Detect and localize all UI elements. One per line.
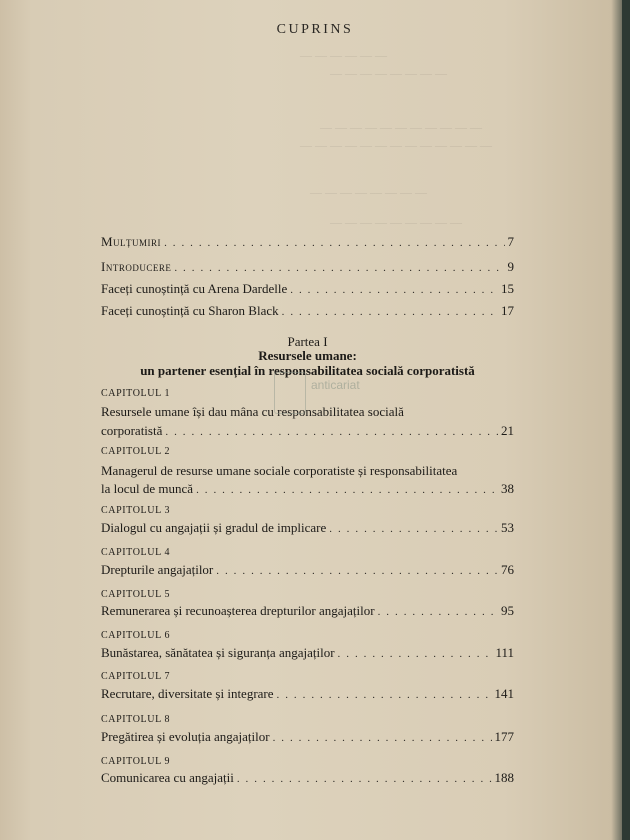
chapter-label: CAPITOLUL 7 xyxy=(101,671,171,682)
book-cover-edge xyxy=(622,0,630,840)
show-through-mark: — — — — — — — — xyxy=(310,185,427,199)
watermark-logo xyxy=(274,372,306,414)
show-through-mark: — — — — — — — — — xyxy=(330,215,462,229)
toc-entry-chapter-8[interactable] xyxy=(101,729,514,746)
toc-entry-multumiri[interactable] xyxy=(101,234,514,251)
toc-entry-title: la locul de muncă xyxy=(101,481,194,496)
dot-leader xyxy=(338,646,493,662)
dot-leader xyxy=(378,604,498,620)
toc-entry-page: 38 xyxy=(501,481,514,496)
show-through-mark: — — — — — — — — — — — — — xyxy=(300,138,492,152)
chapter-label: CAPITOLUL 6 xyxy=(101,630,171,641)
toc-entry-chapter-1[interactable] xyxy=(101,423,514,440)
toc-entry-title: Remunerarea și recunoașterea drepturilor angajaților xyxy=(101,603,375,618)
toc-entry-page: 15 xyxy=(501,281,514,296)
toc-entry-chapter-5[interactable] xyxy=(101,603,514,620)
part-title-line-2: un partener esențial în responsabilitatea socială corporatistă xyxy=(140,363,475,378)
toc-entry-title: Recrutare, diversitate și integrare xyxy=(101,686,274,701)
toc-entry-page: 141 xyxy=(494,686,514,701)
chapter-label: CAPITOLUL 3 xyxy=(101,505,171,516)
watermark-text: anticariat xyxy=(311,378,360,392)
chapter-label: CAPITOLUL 2 xyxy=(101,446,171,457)
toc-entry-chapter-7[interactable] xyxy=(101,686,514,703)
toc-entry-title: Faceți cunoștință cu Sharon Black xyxy=(101,303,279,318)
toc-entry-page: 76 xyxy=(501,562,514,577)
page-title: CUPRINS xyxy=(276,22,354,37)
dot-leader xyxy=(164,235,504,251)
part-label: Partea I xyxy=(287,334,328,349)
show-through-mark: — — — — — — — — — — — xyxy=(320,120,482,134)
dot-leader xyxy=(165,424,498,440)
dot-leader xyxy=(282,304,498,320)
toc-entry-title: Bunăstarea, sănătatea și siguranța angajaților xyxy=(101,645,335,660)
toc-entry-page: 7 xyxy=(507,234,514,249)
toc-entry-page: 177 xyxy=(494,729,514,744)
toc-entry-page: 111 xyxy=(495,645,514,660)
dot-leader xyxy=(196,482,498,498)
toc-entry-title: Pregătirea și evoluția angajaților xyxy=(101,729,270,744)
chapter-label: CAPITOLUL 9 xyxy=(101,756,171,767)
show-through-mark: — — — — — — xyxy=(300,48,387,62)
dot-leader xyxy=(290,282,498,298)
dot-leader xyxy=(174,260,504,276)
toc-entry-page: 188 xyxy=(494,770,514,785)
toc-entry-page: 17 xyxy=(501,303,514,318)
toc-entry-title: Drepturile angajaților xyxy=(101,562,214,577)
toc-entry-title: Dialogul cu angajații și gradul de implicare xyxy=(101,520,327,535)
toc-entry-chapter-6[interactable] xyxy=(101,645,514,662)
chapter-title-line: Managerul de resurse umane sociale corporatiste și responsabilitatea xyxy=(101,463,458,478)
toc-entry-chapter-2[interactable] xyxy=(101,481,514,498)
toc-entry-page: 53 xyxy=(501,520,514,535)
toc-entry-title: Faceți cunoștință cu Arena Dardelle xyxy=(101,281,288,296)
dot-leader xyxy=(329,521,498,537)
toc-entry-introducere[interactable] xyxy=(101,259,514,276)
toc-entry-chapter-9[interactable] xyxy=(101,770,514,787)
toc-entry-page: 9 xyxy=(507,259,514,274)
chapter-label: CAPITOLUL 4 xyxy=(101,547,171,558)
dot-leader xyxy=(237,771,492,787)
toc-entry-title: Introducere xyxy=(101,259,172,274)
toc-entry-sharon-black[interactable] xyxy=(101,303,514,320)
toc-entry-title: Comunicarea cu angajații xyxy=(101,770,234,785)
toc-entry-chapter-4[interactable] xyxy=(101,562,514,579)
toc-entry-title: corporatistă xyxy=(101,423,163,438)
dot-leader xyxy=(216,563,498,579)
toc-entry-page: 21 xyxy=(501,423,514,438)
part-title-line-1: Resursele umane: xyxy=(258,348,357,363)
show-through-mark: — — — — — — — — xyxy=(330,66,447,80)
toc-entry-page: 95 xyxy=(501,603,514,618)
toc-entry-arena-dardelle[interactable] xyxy=(101,281,514,298)
chapter-label: CAPITOLUL 5 xyxy=(101,589,171,600)
toc-entry-chapter-3[interactable] xyxy=(101,520,514,537)
dot-leader xyxy=(273,730,492,746)
dot-leader xyxy=(277,687,492,703)
chapter-label: CAPITOLUL 8 xyxy=(101,714,171,725)
chapter-title-line: Resursele umane își dau mâna cu responsabilitatea socială xyxy=(101,404,404,419)
chapter-label: CAPITOLUL 1 xyxy=(101,388,171,399)
toc-entry-title: Mulțumiri xyxy=(101,234,162,249)
